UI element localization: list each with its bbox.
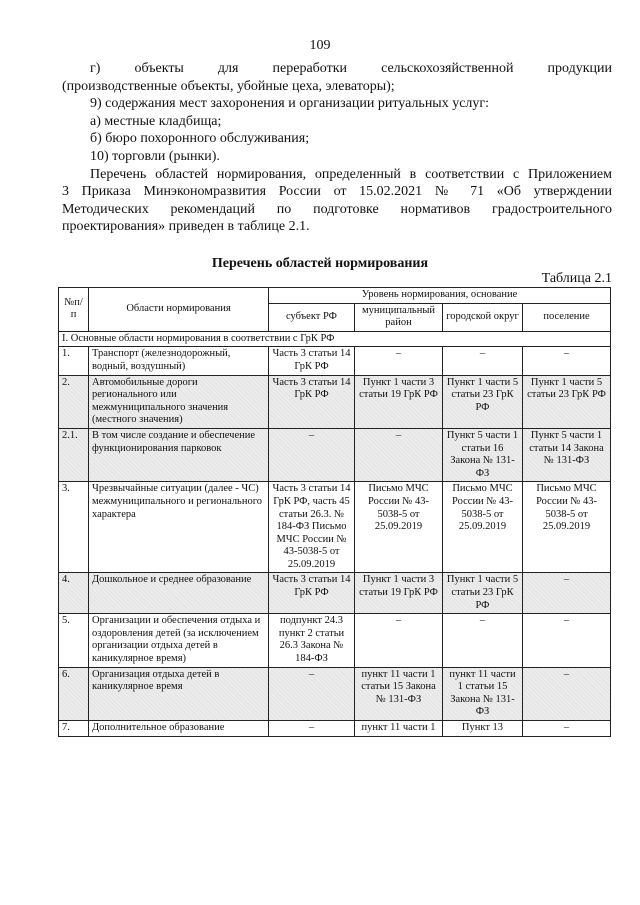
cell-num: 3.	[59, 482, 89, 573]
header-settlement: поселение	[523, 303, 611, 331]
paragraph-intro-line1: Перечень областей нормирования, определенный в соответствии с Приложением	[90, 166, 612, 182]
paragraph-intro-line2: 3 Приказа Минэкономразвития России от 15.02.2021 № 71 «Об утверждении	[62, 184, 612, 200]
paragraph-item9a: а) местные кладбища;	[90, 113, 222, 129]
cell-num: 1.	[59, 347, 89, 375]
table-row	[59, 667, 611, 720]
paragraph-item9b: б) бюро похоронного обслуживания;	[90, 131, 310, 147]
paragraph-intro-line4: проектирования» приведен в таблице 2.1.	[62, 219, 310, 235]
cell-subject: Часть 3 статьи 14 ГрК РФ, часть 45 статьи 26.3. № 184-ФЗ Письмо МЧС России № 43-5038-5 от 25.09.2019	[269, 482, 355, 573]
cell-area: Транспорт (железнодорожный, водный, воздушный)	[89, 347, 269, 375]
cell-urban: Пункт 1 части 5 статьи 23 ГрК РФ	[443, 375, 523, 428]
cell-num: 4.	[59, 573, 89, 614]
cell-settlement: Письмо МЧС России № 43-5038-5 от 25.09.2019	[523, 482, 611, 573]
cell-settlement: –	[523, 347, 611, 375]
cell-subject: –	[269, 667, 355, 720]
table-row	[59, 428, 611, 481]
cell-settlement: Пункт 5 части 1 статьи 14 Закона № 131-ФЗ	[523, 428, 611, 481]
paragraph-item10: 10) торговли (рынки).	[90, 148, 220, 164]
paragraph-g-line2: (производственные объекты, убойные цеха, элеваторы);	[62, 78, 395, 94]
word: сельскохозяйственной	[381, 61, 514, 76]
header-subject: субъект РФ	[269, 303, 355, 331]
cell-subject: Часть 3 статьи 14 ГрК РФ	[269, 573, 355, 614]
cell-area: В том числе создание и обеспечение функционирования парковок	[89, 428, 269, 481]
cell-settlement: Пункт 1 части 5 статьи 23 ГрК РФ	[523, 375, 611, 428]
section-row	[59, 331, 611, 347]
header-num: №п/п	[59, 288, 89, 332]
table-row	[59, 347, 611, 375]
word: объекты	[134, 61, 184, 76]
paragraph-item9: 9) содержания мест захоронения и организации ритуальных услуг:	[90, 96, 490, 112]
cell-urban: –	[443, 347, 523, 375]
cell-num: 7.	[59, 721, 89, 737]
header-area: Области нормирования	[89, 288, 269, 332]
table-label: Таблица 2.1	[541, 271, 612, 286]
cell-settlement: –	[523, 667, 611, 720]
cell-municipal: –	[355, 428, 443, 481]
cell-urban: –	[443, 614, 523, 667]
cell-municipal: пункт 11 части 1 статьи 15 Закона № 131-ФЗ	[355, 667, 443, 720]
header-level: Уровень нормирования, основание	[269, 288, 611, 304]
word: для	[217, 61, 239, 76]
cell-num: 6.	[59, 667, 89, 720]
table-row	[59, 721, 611, 737]
header-urban: городской округ	[443, 303, 523, 331]
cell-municipal: Письмо МЧС России № 43-5038-5 от 25.09.2019	[355, 482, 443, 573]
page-number: 109	[309, 38, 331, 53]
word: переработки	[272, 61, 348, 76]
cell-area: Организации и обеспечения отдыха и оздоровления детей (за исключением организации отдыха детей в каникулярное время)	[89, 614, 269, 667]
cell-urban: Письмо МЧС России № 43-5038-5 от 25.09.2019	[443, 482, 523, 573]
cell-area: Автомобильные дороги регионального или межмуниципального значения (местного значения)	[89, 375, 269, 428]
cell-municipal: Пункт 1 части 3 статьи 19 ГрК РФ	[355, 573, 443, 614]
cell-settlement: –	[523, 573, 611, 614]
norm-areas-table	[58, 287, 611, 737]
cell-settlement: –	[523, 721, 611, 737]
cell-subject: –	[269, 721, 355, 737]
word: продукции	[547, 61, 613, 76]
table-header-row	[59, 288, 611, 304]
cell-subject: Часть 3 статьи 14 ГрК РФ	[269, 375, 355, 428]
cell-urban: Пункт 13	[443, 721, 523, 737]
cell-subject: –	[269, 428, 355, 481]
table-row	[59, 482, 611, 573]
cell-subject: подпункт 24.3 пункт 2 статьи 26.3 Закона № 184-ФЗ	[269, 614, 355, 667]
cell-urban: Пункт 1 части 5 статьи 23 ГрК РФ	[443, 573, 523, 614]
table-title: Перечень областей нормирования	[211, 256, 429, 271]
cell-municipal: –	[355, 614, 443, 667]
cell-municipal: –	[355, 347, 443, 375]
section-title: I. Основные области нормирования в соответствии с ГрК РФ	[59, 331, 611, 347]
cell-num: 2.1.	[59, 428, 89, 481]
cell-num: 2.	[59, 375, 89, 428]
body-text	[62, 60, 612, 236]
cell-area: Дополнительное образование	[89, 721, 269, 737]
table-row	[59, 375, 611, 428]
cell-subject: Часть 3 статьи 14 ГрК РФ	[269, 347, 355, 375]
table-row	[59, 573, 611, 614]
cell-num: 5.	[59, 614, 89, 667]
table-row	[59, 614, 611, 667]
cell-settlement: –	[523, 614, 611, 667]
cell-municipal: пункт 11 части 1	[355, 721, 443, 737]
header-municipal: муниципальный район	[355, 303, 443, 331]
cell-urban: пункт 11 части 1 статьи 15 Закона № 131-ФЗ	[443, 667, 523, 720]
paragraph-g-line1	[62, 60, 612, 78]
cell-area: Организация отдыха детей в каникулярное время	[89, 667, 269, 720]
cell-area: Дошкольное и среднее образование	[89, 573, 269, 614]
cell-urban: Пункт 5 части 1 статьи 16 Закона № 131-ФЗ	[443, 428, 523, 481]
cell-municipal: Пункт 1 части 3 статьи 19 ГрК РФ	[355, 375, 443, 428]
cell-area: Чрезвычайные ситуации (далее - ЧС) межмуниципального и регионального характера	[89, 482, 269, 573]
word: г)	[90, 61, 101, 76]
paragraph-intro-line3: Методических рекомендаций по подготовке нормативов градостроительного	[62, 201, 612, 217]
